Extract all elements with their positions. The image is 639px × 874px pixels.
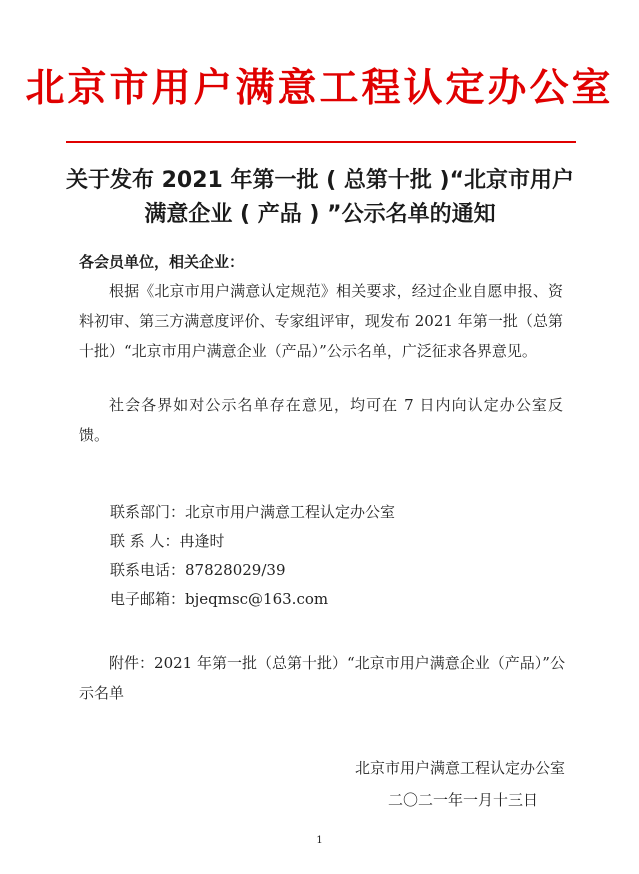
contact-phone: 联系电话：87828029/39 xyxy=(110,561,286,579)
document-title: 关于发布 2021 年第一批 ( 总第十批 )“北京市用户满意企业 ( 产品 ) ”公示名单的通知 xyxy=(65,168,575,227)
body-paragraph-1: 根据《北京市用户满意认定规范》相关要求，经过企业自愿申报、资料初审、第三方满意度评价、专家组评审，现发布 2021 年第一批（总第十批）“北京市用户满意企业（产品）”公示名单，广泛征求各界意见。 xyxy=(79,282,563,360)
header-divider xyxy=(66,141,576,143)
contact-email: 电子邮箱：bjeqmsc@163.com xyxy=(110,590,329,608)
org-header: 北京市用户满意工程认定办公室 xyxy=(25,65,614,111)
page-number: 1 xyxy=(316,835,323,846)
contact-department: 联系部门：北京市用户满意工程认定办公室 xyxy=(110,503,396,521)
body-paragraph-2: 社会各界如对公示名单存在意见，均可在 7 日内向认定办公室反馈。 xyxy=(79,396,563,444)
contact-person: 联 系 人：冉逢时 xyxy=(110,532,225,550)
attachment-note: 附件：2021 年第一批（总第十批）“北京市用户满意企业（产品）”公示名单 xyxy=(79,654,565,702)
salutation: 各会员单位，相关企业： xyxy=(79,253,245,271)
signature-date: 二〇二一年一月十三日 xyxy=(387,791,538,809)
signature-org: 北京市用户满意工程认定办公室 xyxy=(354,759,565,777)
